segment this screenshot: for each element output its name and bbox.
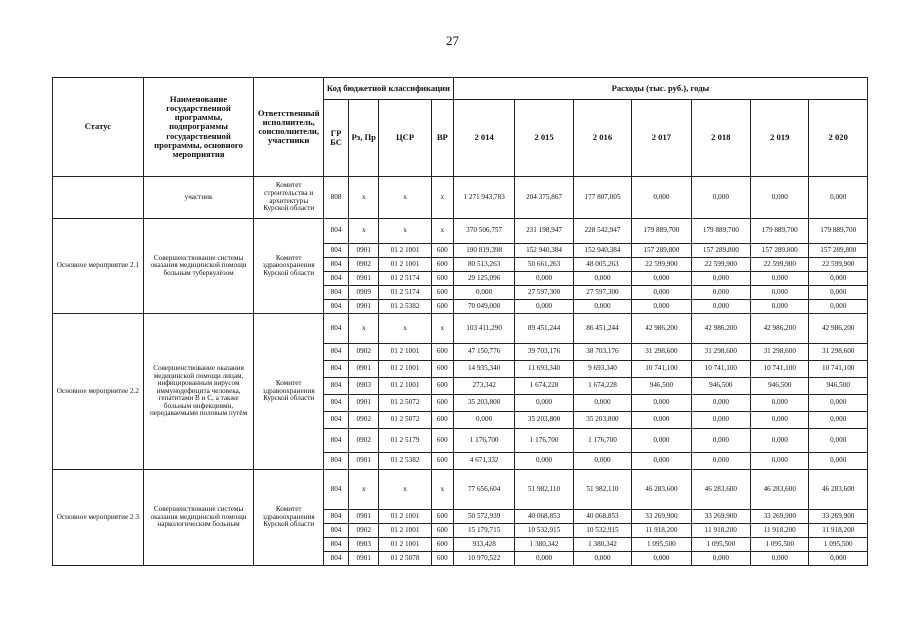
header-year: 2 015: [515, 100, 573, 177]
csr-cell: x: [379, 219, 431, 244]
value-cell: 1 095,500: [632, 538, 691, 552]
value-cell: 10 741,100: [751, 361, 809, 378]
value-cell: 11 918,200: [691, 524, 750, 538]
value-cell: 0,000: [691, 453, 750, 470]
value-cell: 0,000: [632, 177, 691, 219]
header-status: Статус: [53, 78, 144, 177]
vr-cell: 600: [431, 286, 453, 300]
grbs-cell: 804: [323, 538, 348, 552]
vr-cell: 600: [431, 272, 453, 286]
value-cell: 179 889,700: [632, 219, 691, 244]
vr-cell: 600: [431, 361, 453, 378]
csr-cell: 01 2 1001: [379, 378, 431, 395]
table-row: [53, 314, 868, 344]
table-row: [53, 177, 868, 219]
value-cell: 152 940,384: [515, 244, 573, 258]
value-cell: 157 289,800: [809, 244, 868, 258]
value-cell: 0,000: [691, 177, 750, 219]
value-cell: 10 741,100: [691, 361, 750, 378]
header-vr: ВР: [431, 100, 453, 177]
value-cell: 0,000: [809, 429, 868, 453]
header-year: 2 018: [691, 100, 750, 177]
value-cell: 157 289,800: [691, 244, 750, 258]
value-cell: 70 049,000: [453, 300, 514, 314]
value-cell: 22 599,900: [751, 258, 809, 272]
value-cell: 27 597,300: [515, 286, 573, 300]
csr-cell: x: [379, 314, 431, 344]
rzpr-cell: 0902: [349, 412, 379, 429]
status-cell: Основное мероприятие 2.1: [53, 219, 144, 314]
value-cell: 0,000: [515, 300, 573, 314]
value-cell: 103 411,290: [453, 314, 514, 344]
name-cell: Совершенствование системы оказания медицинской помощи больным туберкулёзом: [143, 219, 254, 314]
value-cell: 0,000: [809, 286, 868, 300]
status-cell: Основное мероприятие 2.2: [53, 314, 144, 470]
value-cell: 46 283,600: [751, 470, 809, 510]
value-cell: 77 656,604: [453, 470, 514, 510]
grbs-cell: 808: [323, 177, 348, 219]
value-cell: 231 198,947: [515, 219, 573, 244]
vr-cell: 600: [431, 300, 453, 314]
value-cell: 11 693,340: [515, 361, 573, 378]
header-year: 2 019: [751, 100, 809, 177]
header-year: 2 016: [573, 100, 631, 177]
name-cell: Совершенствование оказания медицинской помощи лицам, инфицированным вирусом иммунодефицита человека, гепатитами В и С, а также больным инфекциями, передаваемыми половым путём: [143, 314, 254, 470]
grbs-cell: 804: [323, 300, 348, 314]
value-cell: 0,000: [691, 300, 750, 314]
grbs-cell: 804: [323, 344, 348, 361]
value-cell: 40 068,853: [573, 510, 631, 524]
value-cell: 946,500: [632, 378, 691, 395]
value-cell: 42 986,200: [751, 314, 809, 344]
value-cell: 10 532,915: [573, 524, 631, 538]
value-cell: 31 298,600: [691, 344, 750, 361]
rzpr-cell: 0902: [349, 258, 379, 272]
value-cell: 946,500: [809, 378, 868, 395]
responsible-cell: Комитет строительства и архитектуры Курской области: [254, 177, 324, 219]
csr-cell: 01 2 1001: [379, 510, 431, 524]
rzpr-cell: x: [349, 177, 379, 219]
value-cell: 0,000: [515, 552, 573, 566]
value-cell: 46 283,600: [809, 470, 868, 510]
value-cell: 1 674,228: [515, 378, 573, 395]
value-cell: 51 982,110: [515, 470, 573, 510]
value-cell: 0,000: [809, 412, 868, 429]
value-cell: 31 298,600: [751, 344, 809, 361]
grbs-cell: 804: [323, 552, 348, 566]
value-cell: 157 289,800: [632, 244, 691, 258]
value-cell: 33 269,900: [751, 510, 809, 524]
rzpr-cell: 0903: [349, 378, 379, 395]
vr-cell: x: [431, 177, 453, 219]
value-cell: 946,500: [751, 378, 809, 395]
value-cell: 0,000: [691, 412, 750, 429]
rzpr-cell: 0901: [349, 395, 379, 412]
value-cell: 0,000: [691, 552, 750, 566]
value-cell: 0,000: [632, 453, 691, 470]
value-cell: 1 674,228: [573, 378, 631, 395]
grbs-cell: 804: [323, 244, 348, 258]
value-cell: 42 986,200: [632, 314, 691, 344]
grbs-cell: 804: [323, 272, 348, 286]
value-cell: 10 970,522: [453, 552, 514, 566]
vr-cell: x: [431, 470, 453, 510]
value-cell: 27 597,300: [573, 286, 631, 300]
value-cell: 47 150,776: [453, 344, 514, 361]
value-cell: 31 298,600: [809, 344, 868, 361]
value-cell: 0,000: [573, 395, 631, 412]
csr-cell: 01 2 5174: [379, 286, 431, 300]
rzpr-cell: x: [349, 470, 379, 510]
value-cell: 1 176,700: [515, 429, 573, 453]
value-cell: 0,000: [809, 395, 868, 412]
value-cell: 0,000: [573, 453, 631, 470]
value-cell: 11 918,200: [809, 524, 868, 538]
value-cell: 46 283,600: [632, 470, 691, 510]
value-cell: 0,000: [809, 300, 868, 314]
rzpr-cell: x: [349, 314, 379, 344]
rzpr-cell: x: [349, 219, 379, 244]
value-cell: 80 513,263: [453, 258, 514, 272]
responsible-cell: Комитет здравоохранения Курской области: [254, 314, 324, 470]
value-cell: 1 095,500: [809, 538, 868, 552]
csr-cell: 01 2 1001: [379, 524, 431, 538]
value-cell: 0,000: [573, 552, 631, 566]
value-cell: 1 176,700: [573, 429, 631, 453]
value-cell: 29 125,096: [453, 272, 514, 286]
value-cell: 50 661,263: [515, 258, 573, 272]
status-cell: [53, 177, 144, 219]
header-rzpr: Рз, Пр: [349, 100, 379, 177]
value-cell: 0,000: [751, 300, 809, 314]
table-body: [53, 177, 868, 566]
value-cell: 33 269,900: [632, 510, 691, 524]
grbs-cell: 804: [323, 314, 348, 344]
grbs-cell: 804: [323, 470, 348, 510]
value-cell: 14 935,340: [453, 361, 514, 378]
value-cell: 38 703,176: [573, 344, 631, 361]
name-cell: участник: [143, 177, 254, 219]
value-cell: 22 599,900: [632, 258, 691, 272]
value-cell: 33 269,900: [809, 510, 868, 524]
header-csr: ЦСР: [379, 100, 431, 177]
value-cell: 1 271 943,783: [453, 177, 514, 219]
vr-cell: 600: [431, 538, 453, 552]
vr-cell: x: [431, 219, 453, 244]
vr-cell: 600: [431, 412, 453, 429]
value-cell: 157 289,800: [751, 244, 809, 258]
vr-cell: 600: [431, 244, 453, 258]
table-row: [53, 219, 868, 244]
value-cell: 0,000: [515, 453, 573, 470]
value-cell: 370 506,757: [453, 219, 514, 244]
value-cell: 0,000: [751, 453, 809, 470]
value-cell: 0,000: [515, 272, 573, 286]
header-year: 2 014: [453, 100, 514, 177]
grbs-cell: 804: [323, 258, 348, 272]
value-cell: 152 940,384: [573, 244, 631, 258]
vr-cell: 600: [431, 344, 453, 361]
header-code-group: Код бюджетной классификации: [323, 78, 453, 100]
csr-cell: 01 2 5174: [379, 272, 431, 286]
value-cell: 10 741,100: [809, 361, 868, 378]
vr-cell: 600: [431, 429, 453, 453]
value-cell: 33 269,900: [691, 510, 750, 524]
value-cell: 0,000: [809, 177, 868, 219]
grbs-cell: 804: [323, 395, 348, 412]
csr-cell: 01 2 5179: [379, 429, 431, 453]
header-responsible: Ответственный исполнитель, соисполнители, участники: [254, 78, 324, 177]
value-cell: 933,428: [453, 538, 514, 552]
value-cell: 1 380,342: [573, 538, 631, 552]
value-cell: 39 703,176: [515, 344, 573, 361]
value-cell: 86 451,244: [573, 314, 631, 344]
rzpr-cell: 0902: [349, 344, 379, 361]
value-cell: 42 986,200: [691, 314, 750, 344]
value-cell: 0,000: [453, 286, 514, 300]
value-cell: 0,000: [632, 552, 691, 566]
value-cell: 22 599,900: [809, 258, 868, 272]
csr-cell: x: [379, 177, 431, 219]
vr-cell: 600: [431, 395, 453, 412]
rzpr-cell: 0901: [349, 300, 379, 314]
value-cell: 1 095,500: [691, 538, 750, 552]
value-cell: 273,342: [453, 378, 514, 395]
responsible-cell: Комитет здравоохранения Курской области: [254, 219, 324, 314]
csr-cell: 01 2 1001: [379, 258, 431, 272]
value-cell: 179 889,700: [691, 219, 750, 244]
value-cell: 0,000: [751, 395, 809, 412]
value-cell: 204 375,867: [515, 177, 573, 219]
value-cell: 10 532,915: [515, 524, 573, 538]
value-cell: 0,000: [691, 429, 750, 453]
vr-cell: 600: [431, 552, 453, 566]
status-cell: Основное мероприятие 2 3: [53, 470, 144, 566]
grbs-cell: 804: [323, 286, 348, 300]
grbs-cell: 804: [323, 378, 348, 395]
value-cell: 0,000: [632, 272, 691, 286]
value-cell: 0,000: [632, 395, 691, 412]
value-cell: 22 599,900: [691, 258, 750, 272]
value-cell: 35 203,800: [515, 412, 573, 429]
value-cell: 0,000: [573, 272, 631, 286]
value-cell: 89 451,244: [515, 314, 573, 344]
value-cell: 0,000: [751, 552, 809, 566]
value-cell: 0,000: [632, 412, 691, 429]
value-cell: 0,000: [632, 429, 691, 453]
vr-cell: 600: [431, 524, 453, 538]
value-cell: 0,000: [751, 286, 809, 300]
vr-cell: 600: [431, 453, 453, 470]
rzpr-cell: 0901: [349, 510, 379, 524]
grbs-cell: 804: [323, 524, 348, 538]
rzpr-cell: 0903: [349, 538, 379, 552]
value-cell: 0,000: [691, 395, 750, 412]
value-cell: 179 889,700: [809, 219, 868, 244]
header-name: Наименование государственной программы, подпрограммы государственной программы, основного мероприятия: [143, 78, 254, 177]
grbs-cell: 804: [323, 361, 348, 378]
csr-cell: 01 2 5382: [379, 453, 431, 470]
value-cell: 4 671,332: [453, 453, 514, 470]
grbs-cell: 804: [323, 412, 348, 429]
rzpr-cell: 0902: [349, 524, 379, 538]
value-cell: 31 298,600: [632, 344, 691, 361]
value-cell: 35 203,800: [573, 412, 631, 429]
header-grbs: ГР БС: [323, 100, 348, 177]
rzpr-cell: 0901: [349, 552, 379, 566]
value-cell: 0,000: [751, 272, 809, 286]
csr-cell: 01 2 5072: [379, 395, 431, 412]
rzpr-cell: 0909: [349, 286, 379, 300]
value-cell: 11 918,200: [632, 524, 691, 538]
value-cell: 0,000: [809, 272, 868, 286]
name-cell: Совершенствование системы оказания медицинской помощи наркологическим больным: [143, 470, 254, 566]
page-number: 27: [446, 33, 459, 48]
csr-cell: 01 2 5382: [379, 300, 431, 314]
csr-cell: 01 2 1001: [379, 344, 431, 361]
rzpr-cell: 0901: [349, 361, 379, 378]
grbs-cell: 804: [323, 453, 348, 470]
value-cell: 0,000: [809, 453, 868, 470]
value-cell: 50 572,939: [453, 510, 514, 524]
value-cell: 1 095,500: [751, 538, 809, 552]
value-cell: 190 819,398: [453, 244, 514, 258]
vr-cell: x: [431, 314, 453, 344]
header-year: 2 017: [632, 100, 691, 177]
csr-cell: 01 2 5072: [379, 412, 431, 429]
header-year: 2 020: [809, 100, 868, 177]
value-cell: 946,500: [691, 378, 750, 395]
value-cell: 0,000: [632, 286, 691, 300]
value-cell: 0,000: [453, 412, 514, 429]
rzpr-cell: 0902: [349, 429, 379, 453]
table-row: [53, 470, 868, 510]
value-cell: 35 203,800: [453, 395, 514, 412]
grbs-cell: 804: [323, 510, 348, 524]
csr-cell: 01 2 5078: [379, 552, 431, 566]
value-cell: 228 542,947: [573, 219, 631, 244]
value-cell: 46 283,600: [691, 470, 750, 510]
value-cell: 0,000: [751, 412, 809, 429]
vr-cell: 600: [431, 510, 453, 524]
value-cell: 0,000: [751, 429, 809, 453]
csr-cell: 01 2 1001: [379, 361, 431, 378]
value-cell: 40 068,853: [515, 510, 573, 524]
vr-cell: 600: [431, 378, 453, 395]
value-cell: 0,000: [691, 272, 750, 286]
value-cell: 0,000: [809, 552, 868, 566]
header-expenses: Расходы (тыс. руб.), годы: [453, 78, 867, 100]
grbs-cell: 804: [323, 429, 348, 453]
value-cell: 0,000: [515, 395, 573, 412]
value-cell: 48 005,263: [573, 258, 631, 272]
vr-cell: 600: [431, 258, 453, 272]
value-cell: 0,000: [691, 286, 750, 300]
value-cell: 15 179,715: [453, 524, 514, 538]
value-cell: 42 986,200: [809, 314, 868, 344]
responsible-cell: Комитет здравоохранения Курской области: [254, 470, 324, 566]
value-cell: 1 176,700: [453, 429, 514, 453]
value-cell: 9 693,340: [573, 361, 631, 378]
csr-cell: 01 2 1001: [379, 538, 431, 552]
rzpr-cell: 0901: [349, 272, 379, 286]
value-cell: 0,000: [632, 300, 691, 314]
value-cell: 177 807,005: [573, 177, 631, 219]
table-header: [53, 78, 868, 177]
value-cell: 11 918,200: [751, 524, 809, 538]
grbs-cell: 804: [323, 219, 348, 244]
value-cell: 0,000: [573, 300, 631, 314]
value-cell: 1 380,342: [515, 538, 573, 552]
value-cell: 0,000: [751, 177, 809, 219]
value-cell: 179 889,700: [751, 219, 809, 244]
csr-cell: x: [379, 470, 431, 510]
value-cell: 10 741,100: [632, 361, 691, 378]
budget-table: [52, 77, 868, 566]
rzpr-cell: 0901: [349, 244, 379, 258]
csr-cell: 01 2 1001: [379, 244, 431, 258]
value-cell: 51 982,110: [573, 470, 631, 510]
rzpr-cell: 0901: [349, 453, 379, 470]
